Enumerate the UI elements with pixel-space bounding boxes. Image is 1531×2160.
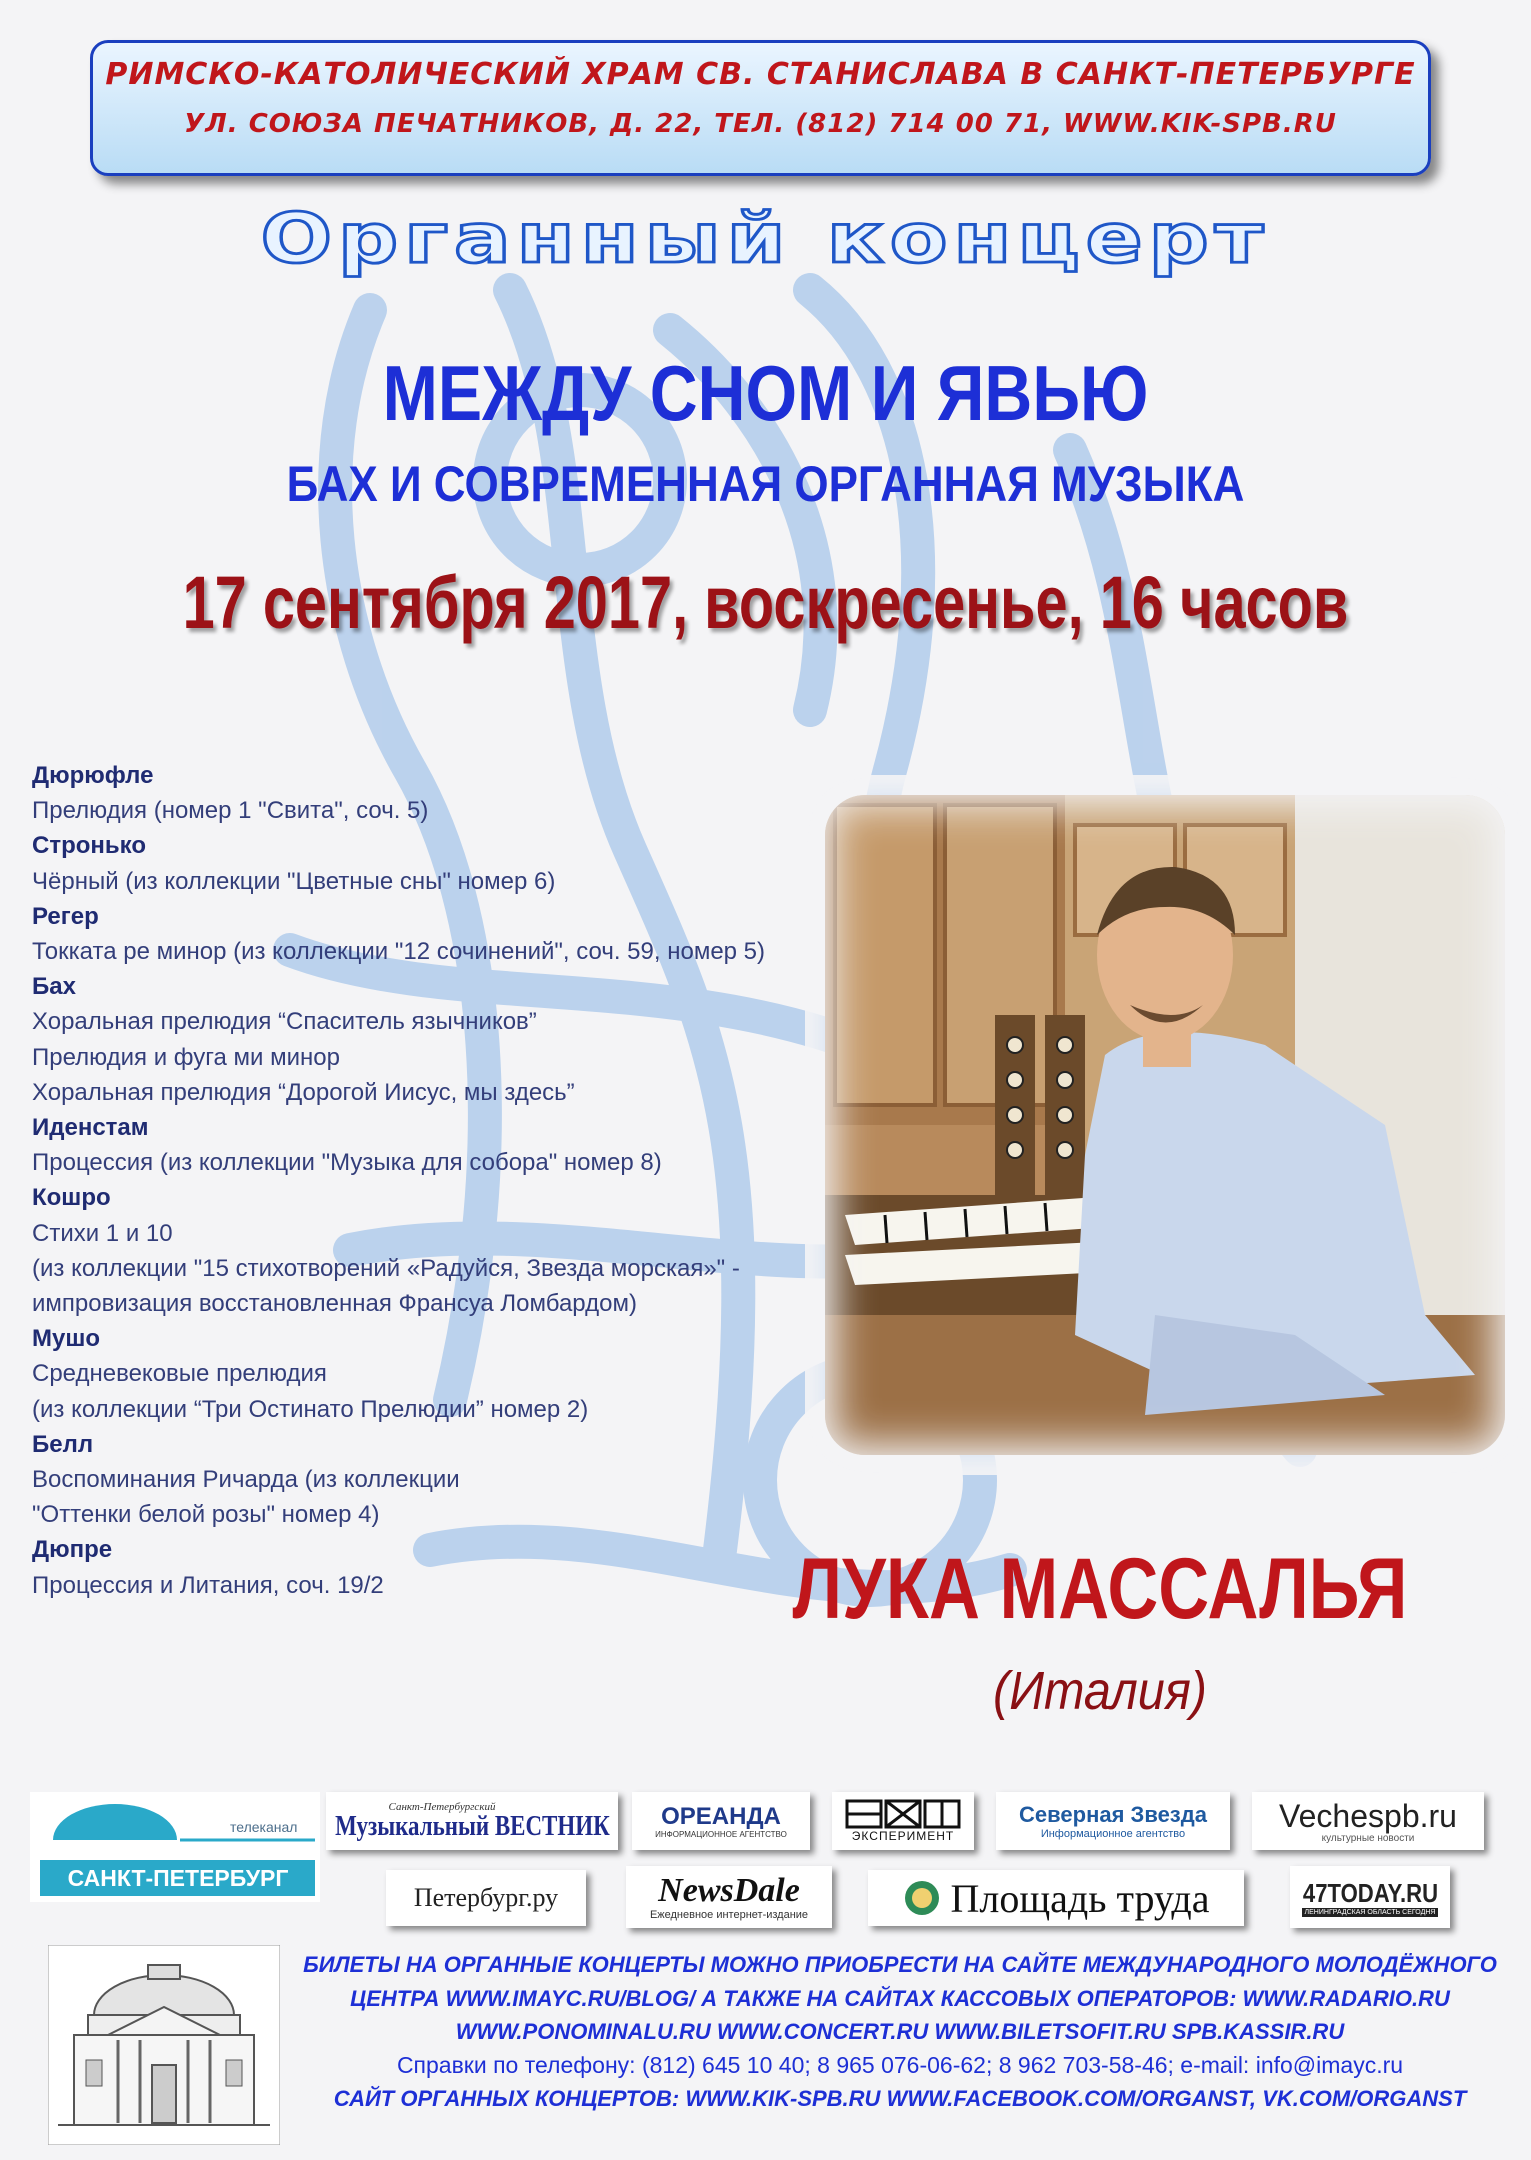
performer-country: (Италия): [993, 1661, 1207, 1721]
47today-logo: [1290, 1866, 1450, 1928]
program-composer: Дюрюфле: [32, 762, 154, 789]
program-work: Прелюдия (номер 1 "Свита", соч. 5): [32, 797, 429, 825]
ploshchad-truda-logo: [868, 1870, 1244, 1926]
program-composer: Регер: [32, 902, 99, 930]
program-composer: Кошро: [32, 1184, 111, 1212]
47today-sub: ЛЕНИНГРАДСКАЯ ОБЛАСТЬ СЕГОДНЯ: [1302, 1908, 1439, 1917]
program-composer: Иденстам: [32, 1114, 149, 1142]
program-work: импровизация восстановленная Франсуа Ломбардом): [32, 1290, 637, 1318]
program-work: Стихи 1 и 10: [32, 1219, 173, 1247]
emblem-icon: [902, 1878, 942, 1918]
vechespb-name: Vechespb.ru: [1279, 1797, 1457, 1834]
footer-line-3: WWW.PONOMINALU.RU WWW.CONCERT.RU WWW.BILETSOFIT.RU SPB.KASSIR.RU: [455, 2019, 1345, 2044]
program-composer: Белл: [32, 1430, 94, 1458]
oreanda-name: ОРЕАНДА: [661, 1802, 781, 1830]
church-address: УЛ. СОЮЗА ПЕЧАТНИКОВ, Д. 22, ТЕЛ. (812) 714 00 71, WWW.KIK-SPB.RU: [184, 109, 1337, 139]
tv-spb-logo: [30, 1792, 320, 1902]
organ-concert-heading-text: Органный концерт: [260, 199, 1270, 280]
program-composer: Мушо: [32, 1325, 101, 1353]
footer-line-2: ЦЕНТРА WWW.IMAYC.RU/BLOG/ А ТАКЖЕ НА САЙТАХ КАССОВЫХ ОПЕРАТОРОВ: WWW.RADARIO.RU: [350, 1985, 1450, 2011]
program-work: (из коллекции “Три Остинато Прелюдии” номер 2): [32, 1395, 589, 1423]
vechespb-logo: [1252, 1792, 1484, 1850]
experiment-logo: [832, 1792, 974, 1850]
tv-logo-small: телеканал: [230, 1819, 298, 1835]
program-work: (из коллекции "15 стихотворений «Радуйся, Звезда морская»" -: [32, 1254, 740, 1282]
program-work: "Оттенки белой розы" номер 4): [32, 1501, 380, 1529]
experiment-icon: [843, 1799, 963, 1829]
newsdale-logo: [626, 1866, 832, 1928]
severnaya-name: Северная Звезда: [1019, 1802, 1207, 1827]
program-work: Средневековые прелюдия: [32, 1360, 327, 1388]
church-header-box: [90, 40, 1431, 176]
performer-photo: [825, 795, 1505, 1455]
concert-title: МЕЖДУ СНОМ И ЯВЬЮ: [382, 349, 1149, 437]
vestnik-main: Музыкальный ВЕСТНИК: [334, 1811, 610, 1842]
church-illustration: [48, 1945, 280, 2145]
church-name: РИМСКО-КАТОЛИЧЕСКИЙ ХРАМ СВ. СТАНИСЛАВА В САНКТ-ПЕТЕРБУРГЕ: [105, 57, 1416, 92]
program-work: Чёрный (из коллекции "Цветные сны" номер 6): [32, 867, 556, 895]
program-work: Процессия (из коллекции "Музыка для собора" номер 8): [32, 1149, 662, 1177]
peterburg-ru-logo: [386, 1870, 586, 1926]
newsdale-name: NewsDale: [658, 1872, 800, 1909]
severnaya-sub: Информационное агентство: [1040, 1828, 1186, 1840]
organ-concert-heading: [180, 185, 1350, 295]
program-work: Воспоминания Ричарда (из коллекции: [32, 1466, 460, 1494]
program-composer: Дюпре: [32, 1536, 113, 1564]
footer-contacts: Справки по телефону: (812) 645 10 40; 8 965 076-06-62; 8 962 703-58-46; e-mail: info@imayc.ru: [396, 2051, 1404, 2078]
vestnik-logo: [326, 1792, 618, 1850]
footer-line-1: БИЛЕТЫ НА ОРГАННЫЕ КОНЦЕРТЫ МОЖНО ПРИОБРЕСТИ НА САЙТЕ МЕЖДУНАРОДНОГО МОЛОДЁЖНОГО: [303, 1952, 1497, 1977]
peterburg-ru-name: Петербург.ру: [413, 1883, 559, 1912]
concert-subtitle: БАХ И СОВРЕМЕННАЯ ОРГАННАЯ МУЗЫКА: [286, 456, 1245, 512]
program-work: Процессия и Литания, соч. 19/2: [32, 1571, 384, 1599]
oreanda-sub: ИНФОРМАЦИОННОЕ АГЕНТСТВО: [655, 1829, 787, 1839]
performer-name: ЛУКА МАССАЛЬЯ: [792, 1541, 1408, 1637]
severnaya-zvezda-logo: [996, 1792, 1230, 1850]
47today-name: 47TODAY.RU: [1302, 1877, 1438, 1908]
concert-date: 17 сентября 2017, воскресенье, 16 часов: [182, 561, 1349, 644]
ploshchad-name: Площадь труда: [950, 1875, 1210, 1921]
newsdale-sub: Ежедневное интернет-издание: [649, 1909, 809, 1921]
ticket-info: [290, 1948, 1510, 2116]
vechespb-sub: культурные новости: [1321, 1832, 1415, 1844]
program-work: Хоральная прелюдия “Дорогой Иисус, мы здесь”: [32, 1078, 575, 1106]
oreanda-logo: [632, 1792, 810, 1850]
program-work: Токката ре минор (из коллекции "12 сочинений", соч. 59, номер 5): [32, 938, 766, 966]
vestnik-top: Санкт-Петербургский: [388, 1801, 496, 1813]
experiment-name: ЭКСПЕРИМЕНТ: [851, 1829, 955, 1843]
program-composer: Бах: [32, 973, 76, 1001]
tv-logo-main: САНКТ-ПЕТЕРБУРГ: [67, 1865, 289, 1891]
program-work: Хоральная прелюдия “Спаситель язычников”: [32, 1008, 537, 1036]
footer-sites: САЙТ ОРГАННЫХ КОНЦЕРТОВ: WWW.KIK-SPB.RU WWW.FACEBOOK.COM/ORGANST, VK.COM/ORGANST: [333, 2086, 1467, 2111]
program-work: Прелюдия и фуга ми минор: [32, 1043, 340, 1071]
program-composer: Стронько: [32, 832, 147, 860]
program-list: [32, 758, 832, 1603]
